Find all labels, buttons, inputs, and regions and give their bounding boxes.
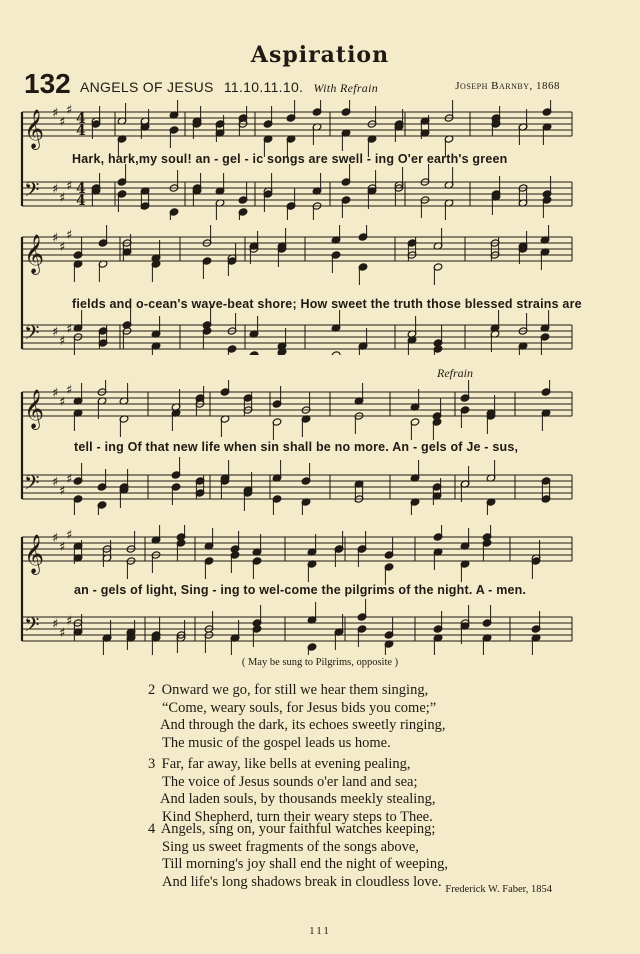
tune-name-line: [80, 79, 378, 96]
stanza-number: 3: [148, 756, 156, 772]
svg-text:♯: ♯: [66, 614, 73, 629]
svg-text:𝄢: 𝄢: [24, 471, 40, 499]
tune-meter: 11.10.11.10.: [223, 79, 304, 95]
svg-text:♯: ♯: [66, 322, 73, 337]
music-system-2: [0, 225, 640, 355]
lyric-line-2: fields and o-cean's wave-beat shore; How sweet the truth those blessed strains are: [72, 297, 582, 311]
stanza-3: [148, 756, 435, 826]
svg-text:♯: ♯: [59, 334, 66, 349]
stanza-line: And life's long shadows break in cloudless love.: [162, 873, 442, 890]
svg-text:𝄢: 𝄢: [24, 613, 40, 641]
stanza-text: Far, far away, like bells at evening pealing,: [161, 756, 411, 772]
composer: Joseph Barnby, 1868: [455, 80, 560, 92]
svg-text:♯: ♯: [59, 484, 66, 499]
svg-text:♯: ♯: [66, 179, 73, 194]
lyric-line-4: an - gels of light, Sing - ing to wel-come the pilgrims of the night. A - men.: [74, 583, 527, 597]
stanza-line: [148, 821, 448, 839]
svg-text:𝄞: 𝄞: [24, 534, 45, 574]
lyric-line-1: Hark, hark,my soul! an - gel - ic songs are swell - ing O'er earth's green: [72, 152, 508, 166]
stanza-line: Sing us sweet fragments of the songs above,: [162, 838, 419, 855]
stanza-number: 4: [148, 821, 156, 837]
svg-text:♯: ♯: [59, 115, 66, 130]
svg-text:𝄞: 𝄞: [24, 389, 45, 429]
stanza-4: [148, 821, 448, 891]
stanza-line: And laden souls, by thousands meekly stealing,: [160, 791, 436, 807]
hymn-number: 132: [24, 68, 71, 99]
svg-text:♯: ♯: [66, 103, 73, 118]
stanza-line: The voice of Jesus sounds o'er land and sea;: [162, 773, 418, 790]
stanza-line: [148, 756, 435, 774]
svg-text:𝄞: 𝄞: [24, 234, 45, 274]
svg-text:𝄢: 𝄢: [24, 178, 40, 206]
refrain-note: With Refrain: [313, 81, 379, 95]
stanza-line: Till morning's joy shall end the night of weeping,: [162, 856, 449, 872]
alternate-tune-note: ( May be sung to Pilgrims, opposite ): [241, 657, 399, 668]
svg-text:♯: ♯: [52, 531, 59, 546]
svg-text:4: 4: [76, 193, 86, 209]
stanza-line: Kind Shepherd, turn their weary steps to Thee.: [162, 808, 433, 825]
lyric-line-3: tell - ing Of that new life when sin shall be no more. An - gels of Je - sus,: [74, 440, 519, 454]
stanza-line: And through the dark, its echoes sweetly ringing,: [160, 717, 446, 733]
svg-text:♯: ♯: [52, 386, 59, 401]
svg-text:♯: ♯: [59, 240, 66, 255]
svg-text:♯: ♯: [52, 106, 59, 121]
svg-text:♯: ♯: [52, 325, 59, 340]
svg-text:𝄢: 𝄢: [24, 321, 40, 349]
section-title: Aspiration: [250, 42, 390, 68]
svg-text:♯: ♯: [52, 231, 59, 246]
svg-text:♯: ♯: [59, 540, 66, 555]
stanza-number: 2: [148, 682, 156, 698]
svg-text:𝄞: 𝄞: [24, 109, 45, 149]
svg-text:♯: ♯: [66, 528, 73, 543]
page-number: 111: [309, 925, 331, 937]
svg-text:♯: ♯: [59, 626, 66, 641]
stanza-line: The music of the gospel leads us home.: [162, 734, 391, 751]
author: Frederick W. Faber, 1854: [445, 884, 552, 895]
svg-text:♯: ♯: [59, 395, 66, 410]
stanza-line: “Come, weary souls, for Jesus bids you come;”: [162, 699, 437, 716]
svg-text:♯: ♯: [66, 472, 73, 487]
svg-text:♯: ♯: [52, 182, 59, 197]
svg-text:4: 4: [76, 123, 86, 139]
hymn-header: [24, 70, 560, 98]
tune-name: ANGELS OF JESUS: [80, 79, 214, 95]
svg-text:♯: ♯: [52, 617, 59, 632]
svg-text:♯: ♯: [66, 383, 73, 398]
svg-text:♯: ♯: [52, 475, 59, 490]
refrain-label: Refrain: [437, 366, 473, 380]
stanza-2: [148, 682, 446, 752]
stanza-text: Angels, sing on, your faithful watches keeping;: [160, 821, 436, 837]
stanza-text: Onward we go, for still we hear them singing,: [161, 682, 429, 698]
svg-text:4: 4: [76, 111, 86, 127]
stanza-line: [148, 682, 446, 700]
svg-text:♯: ♯: [66, 228, 73, 243]
svg-text:♯: ♯: [59, 191, 66, 206]
svg-text:4: 4: [76, 181, 86, 197]
